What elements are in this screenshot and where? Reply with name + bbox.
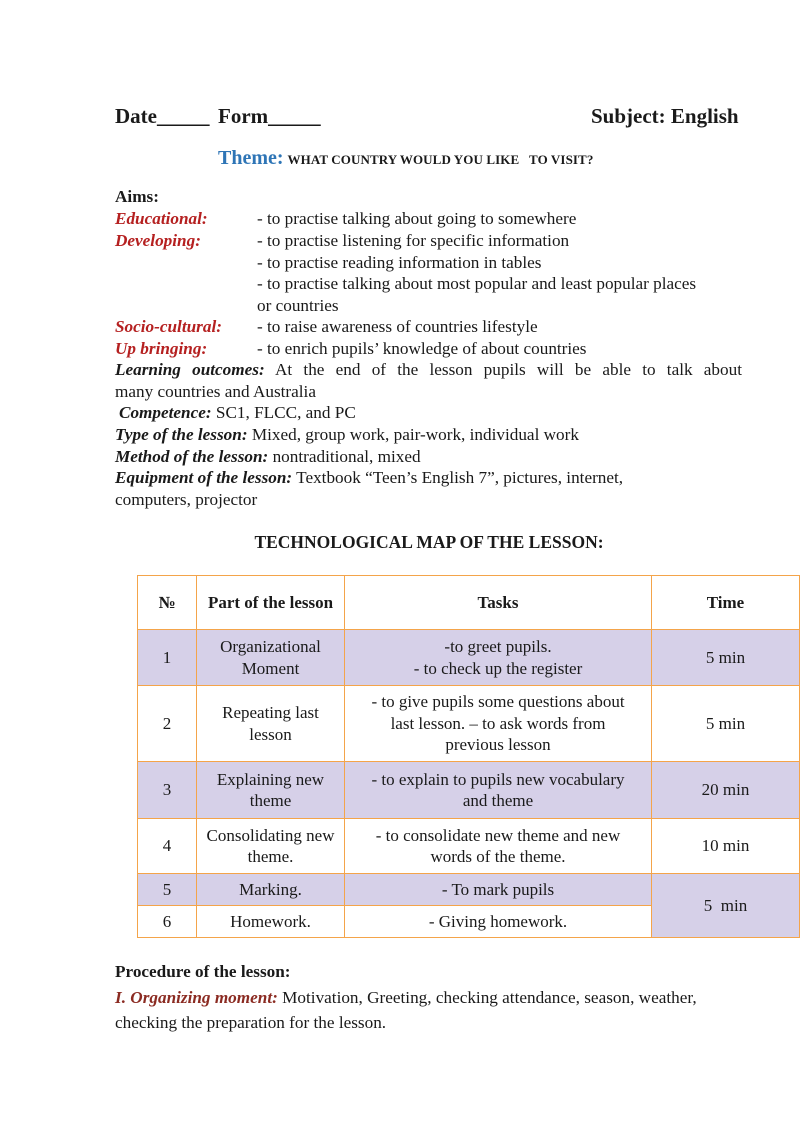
competence-line xyxy=(119,402,356,424)
developing-label: Developing: xyxy=(115,231,201,250)
lesson-type-label: Type of the lesson: xyxy=(115,425,248,444)
equipment-line-1 xyxy=(115,467,623,489)
row-tasks xyxy=(345,762,652,819)
educational-text: - to practise talking about going to somewhere xyxy=(257,209,577,228)
table-row xyxy=(138,874,800,906)
lesson-method-text: nontraditional, mixed xyxy=(272,447,421,466)
upbringing-text: - to enrich pupils’ knowledge of about countries xyxy=(257,339,587,358)
row-time: 5 min xyxy=(652,630,800,686)
aim-developing xyxy=(115,230,745,316)
task-line: - to explain to pupils new vocabulary xyxy=(371,769,625,789)
table-header-row xyxy=(138,576,800,630)
lesson-type-text: Mixed, group work, pair-work, individual work xyxy=(251,425,579,444)
task-line: words of the theme. xyxy=(430,847,566,866)
theme-label: Theme: xyxy=(218,147,284,169)
lesson-method-line xyxy=(115,446,421,468)
aim-sociocultural xyxy=(115,316,745,338)
header-time: Time xyxy=(652,576,800,630)
row-tasks xyxy=(345,819,652,874)
outcomes-text-1: At the end of the lesson pupils will be able to talk about xyxy=(275,360,742,379)
educational-label: Educational: xyxy=(115,209,208,228)
row-num: 2 xyxy=(138,686,197,762)
aims-title: Aims: xyxy=(115,187,159,206)
row-part: Consolidating new theme. xyxy=(197,819,345,874)
equipment-text-1: Textbook “Teen’s English 7”, pictures, internet, xyxy=(296,468,624,487)
lesson-map-table xyxy=(137,575,800,938)
row-tasks: - Giving homework. xyxy=(345,906,652,938)
row-tasks: - To mark pupils xyxy=(345,874,652,906)
table-row xyxy=(138,762,800,819)
task-line: - to check up the register xyxy=(413,658,583,678)
developing-line-2: - to practise reading information in tables xyxy=(257,252,542,272)
task-line: last lesson. – to ask words from xyxy=(390,713,606,733)
row-time: 5 min xyxy=(652,874,800,938)
outcomes-label: Learning outcomes: xyxy=(115,360,265,379)
competence-text: SC1, FLCC, and PC xyxy=(215,403,356,422)
header-part: Part of the lesson xyxy=(197,576,345,630)
row-part: Marking. xyxy=(197,874,345,906)
row-time: 10 min xyxy=(652,819,800,874)
lesson-method-label: Method of the lesson: xyxy=(115,447,269,466)
map-title: TECHNOLOGICAL MAP OF THE LESSON: xyxy=(254,532,604,552)
aim-educational xyxy=(115,208,745,230)
table-row xyxy=(138,686,800,762)
equipment-label: Equipment of the lesson: xyxy=(115,468,293,487)
lesson-type-line xyxy=(115,424,579,446)
row-part: Homework. xyxy=(197,906,345,938)
row-num: 1 xyxy=(138,630,197,686)
procedure-title: Procedure of the lesson: xyxy=(115,962,291,981)
row-num: 3 xyxy=(138,762,197,819)
sociocultural-label: Socio-cultural: xyxy=(115,317,222,336)
org-moment-text: Motivation, Greeting, checking attendance, season, weather, checking the preparation for the lesson. xyxy=(115,988,697,1032)
table-row xyxy=(138,819,800,874)
form-field: Form_____ xyxy=(218,104,321,128)
developing-line-4: or countries xyxy=(257,295,339,315)
org-moment-label: I. Organizing moment: xyxy=(115,988,278,1007)
task-line: - to consolidate new theme and new xyxy=(375,825,621,845)
equipment-text-2: computers, projector xyxy=(115,490,258,509)
row-time: 5 min xyxy=(652,686,800,762)
task-line: -to greet pupils. xyxy=(444,637,552,656)
aim-upbringing xyxy=(115,338,745,360)
task-line: and theme xyxy=(462,791,534,810)
theme-text: WHAT COUNTRY WOULD YOU LIKE TO VISIT? xyxy=(287,152,594,167)
competence-label: Competence: xyxy=(119,403,212,422)
developing-line-1: - to practise listening for specific information xyxy=(257,231,570,250)
row-tasks xyxy=(345,686,652,762)
outcomes-line-1 xyxy=(115,359,742,381)
row-part: Repeating last lesson xyxy=(197,686,345,762)
theme-line xyxy=(218,147,593,170)
subject-label: Subject: English xyxy=(591,104,739,128)
row-time: 20 min xyxy=(652,762,800,819)
table-row xyxy=(138,630,800,686)
upbringing-label: Up bringing: xyxy=(115,339,208,358)
header-tasks: Tasks xyxy=(345,576,652,630)
row-part: Explaining new theme xyxy=(197,762,345,819)
row-tasks xyxy=(345,630,652,686)
task-line: previous lesson xyxy=(445,735,551,755)
task-line: - to give pupils some questions about xyxy=(371,692,625,712)
date-field: Date_____ xyxy=(115,104,210,128)
outcomes-text-2: many countries and Australia xyxy=(115,382,316,401)
row-num: 6 xyxy=(138,906,197,938)
row-num: 4 xyxy=(138,819,197,874)
header-num: № xyxy=(138,576,197,630)
sociocultural-text: - to raise awareness of countries lifestyle xyxy=(257,317,538,336)
row-num: 5 xyxy=(138,874,197,906)
developing-line-3: - to practise talking about most popular and least popular places xyxy=(257,274,697,294)
procedure-org-moment xyxy=(115,985,745,1035)
row-part: Organizational Moment xyxy=(197,630,345,686)
